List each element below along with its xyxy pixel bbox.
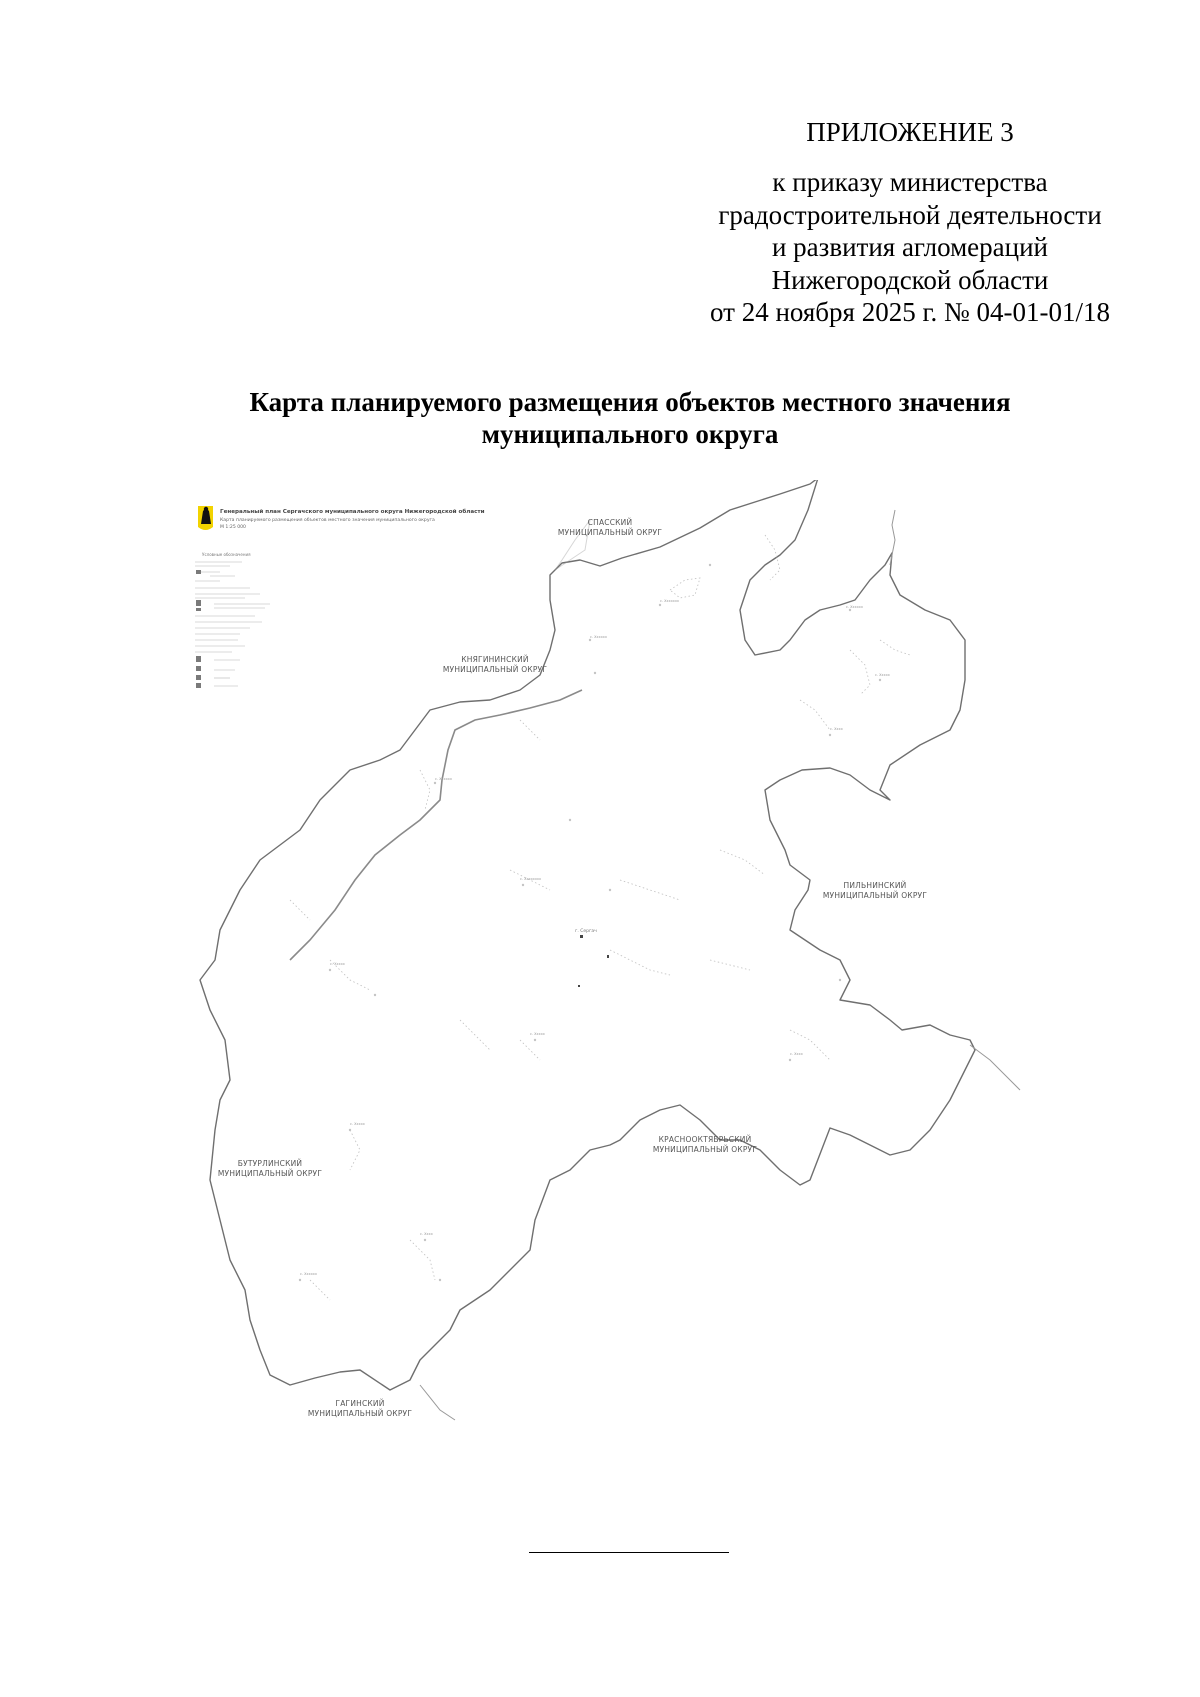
- svg-text:с. Хххх: с. Хххх: [790, 1052, 803, 1056]
- svg-text:с. Хххх: с. Хххх: [830, 727, 843, 731]
- closing-rule: [529, 1552, 729, 1553]
- appendix-lines: [640, 166, 1180, 329]
- appendix-heading: ПРИЛОЖЕНИЕ 3: [806, 117, 1014, 147]
- svg-text:МУНИЦИПАЛЬНЫЙ ОКРУГ: МУНИЦИПАЛЬНЫЙ ОКРУГ: [652, 1145, 758, 1154]
- svg-text:ПИЛЬНИНСКИЙ: ПИЛЬНИНСКИЙ: [843, 881, 907, 890]
- neighbor-label-knyagininsky: [443, 655, 547, 674]
- district-map: [190, 480, 1090, 1540]
- svg-text:МУНИЦИПАЛЬНЫЙ ОКРУГ: МУНИЦИПАЛЬНЫЙ ОКРУГ: [307, 1409, 413, 1418]
- svg-text:с. Ххххх: с. Ххххх: [330, 962, 345, 966]
- neighbor-label-spassky: [558, 518, 662, 537]
- neighbor-label-gaginsky: [308, 1399, 412, 1418]
- page-title: [120, 386, 1140, 450]
- page-title-line: муниципального округа: [481, 419, 779, 449]
- svg-text:ГАГИНСКИЙ: ГАГИНСКИЙ: [335, 1399, 385, 1408]
- legend-title: Условные обозначения: [202, 552, 251, 557]
- svg-text:с. Хххххх: с. Хххххх: [846, 605, 863, 609]
- neighbor-label-buturlinsky: [218, 1159, 322, 1178]
- svg-text:с. Ххххх: с. Ххххх: [530, 1032, 545, 1036]
- svg-text:СПАССКИЙ: СПАССКИЙ: [587, 518, 633, 527]
- svg-text:МУНИЦИПАЛЬНЫЙ ОКРУГ: МУНИЦИПАЛЬНЫЙ ОКРУГ: [442, 665, 548, 674]
- appendix-line: от 24 ноября 2025 г. № 04-01-01/18: [710, 297, 1110, 327]
- appendix-line: к приказу министерства: [772, 167, 1048, 197]
- svg-text:с. Ххххххх: с. Ххххххх: [660, 599, 679, 603]
- central-settlement-label: г. Сергач: [575, 929, 597, 934]
- neighbor-label-pilninsky: [823, 881, 927, 900]
- map-header-title: Генеральный план Сергачского муниципального округа Нижегородской области: [220, 509, 485, 515]
- appendix-line: и развития агломераций: [771, 232, 1048, 262]
- river-line: [290, 690, 582, 960]
- map-canvas: [190, 480, 1090, 1540]
- svg-text:МУНИЦИПАЛЬНЫЙ ОКРУГ: МУНИЦИПАЛЬНЫЙ ОКРУГ: [217, 1169, 323, 1178]
- svg-text:с. Хххххх: с. Хххххх: [300, 1272, 317, 1276]
- svg-text:с. Хххххххх: с. Хххххххх: [520, 877, 542, 881]
- map-header-subtitle: Карта планируемого размещения объектов местного значения муниципального округа: [220, 518, 435, 523]
- map-header-scale: М 1:25 000: [220, 525, 246, 530]
- appendix-line: Нижегородской области: [771, 264, 1049, 295]
- svg-text:с. Хххххх: с. Хххххх: [590, 635, 607, 639]
- svg-text:МУНИЦИПАЛЬНЫЙ ОКРУГ: МУНИЦИПАЛЬНЫЙ ОКРУГ: [557, 528, 663, 537]
- neighbor-label-krasnooktyabrsky: [653, 1135, 757, 1154]
- appendix-line: градостроительной деятельности: [718, 199, 1102, 230]
- svg-text:КРАСНООКТЯБРЬСКИЙ: КРАСНООКТЯБРЬСКИЙ: [658, 1135, 752, 1144]
- page-title-line: Карта планируемого размещения объектов местного значения: [249, 387, 1011, 417]
- svg-text:КНЯГИНИНСКИЙ: КНЯГИНИНСКИЙ: [461, 655, 529, 664]
- district-boundary: [200, 480, 975, 1390]
- coat-of-arms-icon: [198, 506, 213, 530]
- svg-text:с. Ххххх: с. Ххххх: [875, 673, 890, 677]
- svg-text:МУНИЦИПАЛЬНЫЙ ОКРУГ: МУНИЦИПАЛЬНЫЙ ОКРУГ: [822, 891, 928, 900]
- svg-text:с. Хххххх: с. Хххххх: [435, 777, 452, 781]
- svg-text:с. Хххх: с. Хххх: [420, 1232, 433, 1236]
- svg-text:БУТУРЛИНСКИЙ: БУТУРЛИНСКИЙ: [237, 1159, 303, 1168]
- svg-text:с. Ххххх: с. Ххххх: [350, 1122, 365, 1126]
- map-legend: [195, 552, 270, 688]
